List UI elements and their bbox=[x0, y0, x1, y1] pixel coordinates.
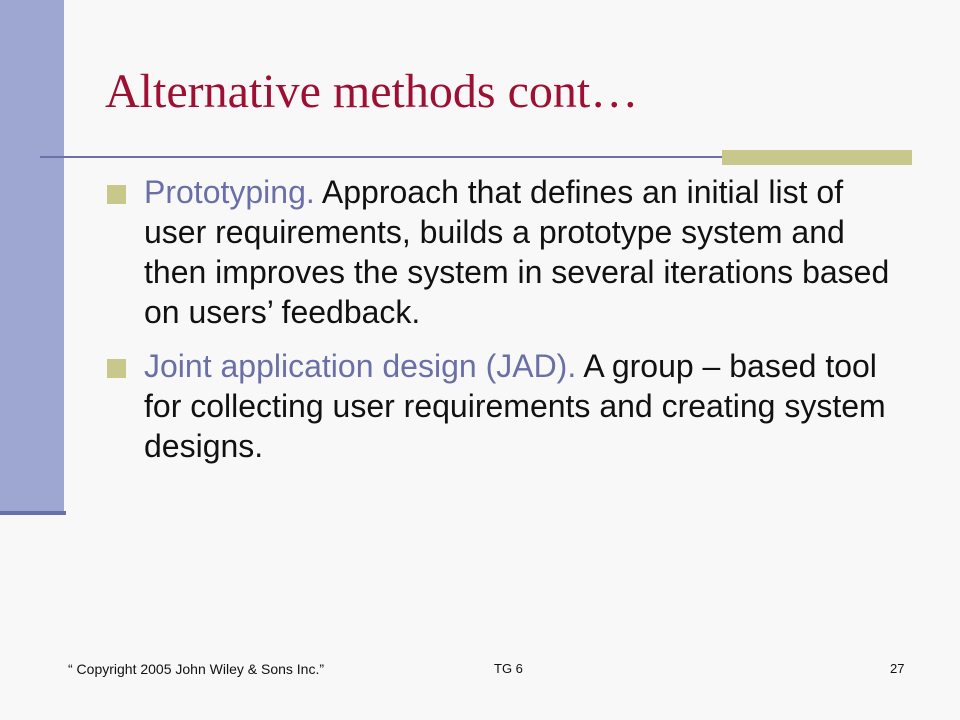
footer-center-label: TG 6 bbox=[494, 661, 523, 676]
square-bullet-icon bbox=[107, 359, 126, 378]
bullet-list bbox=[104, 172, 894, 480]
bullet-term: Prototyping. bbox=[144, 174, 315, 210]
bullet-text: Approach that defines an initial list of user requirements, builds a prototype system and then improves the system in several iterations based on users’ feedback. bbox=[144, 174, 890, 330]
square-bullet-icon bbox=[107, 185, 126, 204]
title-divider-accent bbox=[722, 150, 912, 165]
left-bar-shadow bbox=[0, 511, 66, 515]
left-decorative-bar bbox=[0, 0, 64, 511]
bullet-text: A group – based tool for collecting user requirements and creating system designs. bbox=[144, 348, 886, 464]
bullet-term: Joint application design (JAD). bbox=[144, 348, 577, 384]
bullet-item-prototyping bbox=[104, 172, 894, 332]
bullet-item-jad bbox=[104, 346, 894, 466]
slide-title: Alternative methods cont… bbox=[105, 65, 639, 118]
footer-copyright: “ Copyright 2005 John Wiley & Sons Inc.” bbox=[68, 661, 325, 677]
page-number: 27 bbox=[890, 661, 905, 676]
